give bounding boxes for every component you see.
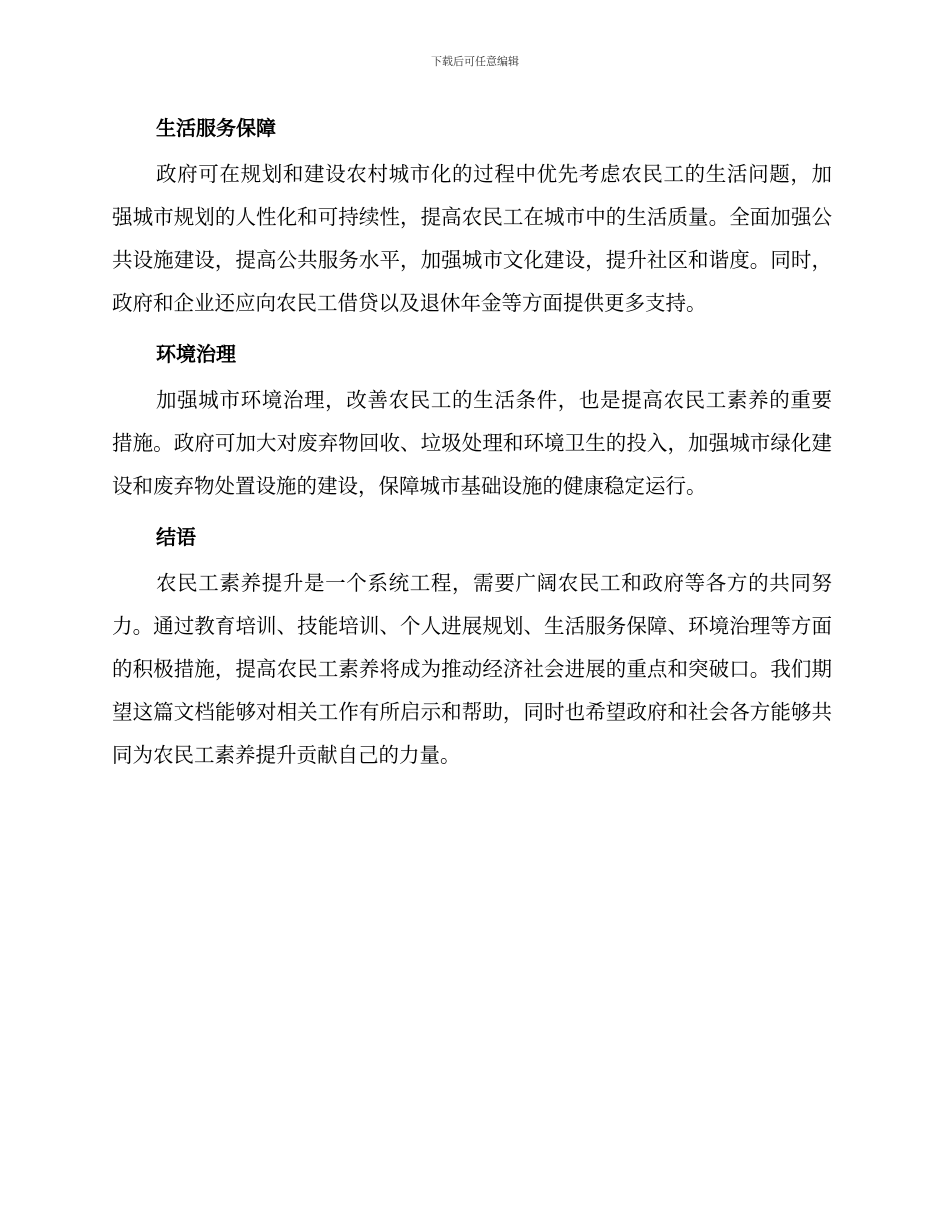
section-heading: 环境治理 — [156, 342, 236, 366]
section-paragraph: 农民工素养提升是一个系统工程，需要广阔农民工和政府等各方的共同努力。通过教育培训、技能培训、个人进展规划、生活服务保障、环境治理等方面的积极措施，提高农民工素养将成为推动经济社会进展的重点和突破口。我们期望这篇文档能够对相关工作有所启示和帮助，同时也希望政府和社会各方能够共同为农民工素养提升贡献自己的力量。 — [112, 571, 832, 767]
section-living-services — [112, 108, 832, 325]
page-header: 下载后可任意编辑 — [431, 55, 519, 68]
document-body — [112, 108, 832, 777]
section-heading: 结语 — [156, 525, 196, 549]
section-paragraph: 加强城市环境治理，改善农民工的生活条件，也是提高农民工素养的重要措施。政府可加大对废弃物回收、垃圾处理和环境卫生的投入，加强城市绿化建设和废弃物处置设施的建设，保障城市基础设施的健康稳定运行。 — [112, 388, 832, 498]
section-environment — [112, 334, 832, 508]
section-conclusion — [112, 517, 832, 777]
section-heading: 生活服务保障 — [156, 116, 276, 140]
section-paragraph: 政府可在规划和建设农村城市化的过程中优先考虑农民工的生活问题，加强城市规划的人性化和可持续性，提高农民工在城市中的生活质量。全面加强公共设施建设，提高公共服务水平，加强城市文化建设，提升社区和谐度。同时，政府和企业还应向农民工借贷以及退休年金等方面提供更多支持。 — [112, 162, 832, 315]
